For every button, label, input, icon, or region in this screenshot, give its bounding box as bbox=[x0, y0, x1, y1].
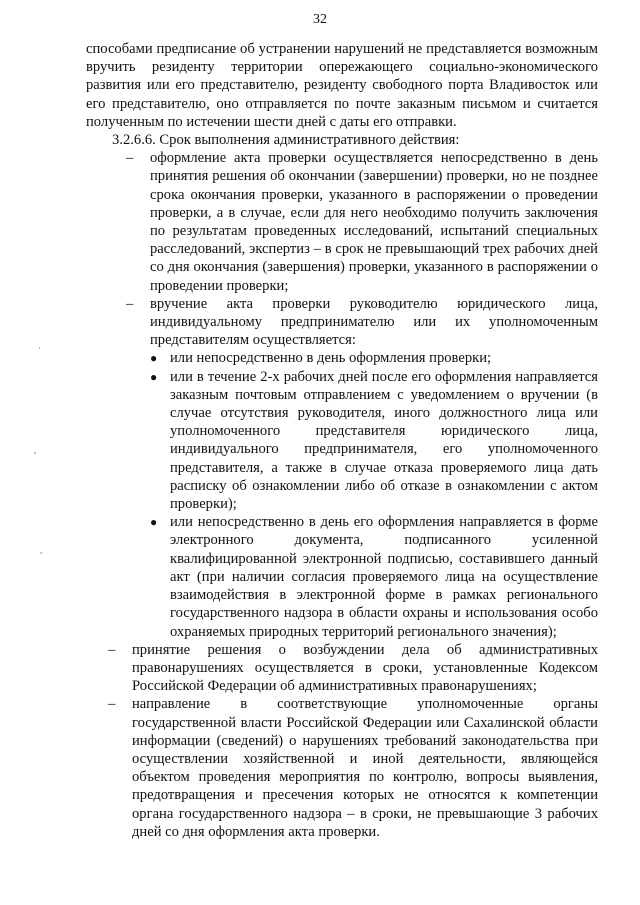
list-item-act-delivery bbox=[86, 295, 598, 350]
list-item-case-initiation bbox=[86, 641, 598, 696]
dash-marker: – bbox=[126, 295, 134, 312]
dash-marker: – bbox=[108, 641, 116, 658]
scan-mark: , bbox=[34, 445, 37, 455]
sub-list-item-electronic bbox=[86, 513, 598, 640]
scan-mark: · bbox=[38, 343, 41, 353]
list-item-text: оформление акта проверки осуществляется непосредственно в день принятия решения об окончании (завершении) проверки, но не позднее срока окончания проверки, указанного в распоряжении о проведении проверки, а в случае, если для него необходимо получить заключения по результатам проведенных исследований, испытаний специальных расследований, экспертиз – в срок не превышающий трех рабочих дней со дня окончания (завершения) проверки, указанного в распоряжении о проведении проверки; bbox=[150, 150, 598, 294]
sub-list-item-same-day bbox=[86, 349, 598, 367]
sub-list-item-registered-mail bbox=[86, 368, 598, 514]
intro-paragraph: способами предписание об устранении нарушений не представляется возможным вручить резиденту территории опережающего социально-экономического развития или его представителю, резиденту свободного порта Владивосток или его представителю, оно отправляется по почте заказным письмом и считается полученным по истечении шести дней с даты его отправки. bbox=[86, 41, 598, 130]
dash-marker: – bbox=[126, 150, 134, 167]
list-item-text: принятие решения о возбуждении дела об административных правонарушениях осуществляется в сроки, установленные Кодексом Российской Федерации об административных правонарушениях; bbox=[132, 641, 598, 695]
list-item-information-transfer bbox=[86, 695, 598, 841]
list-item-text: вручение акта проверки руководителю юридического лица, индивидуальному предпринимателю или их уполномоченным представителям осуществляется: bbox=[150, 295, 598, 349]
scan-mark: , bbox=[40, 545, 43, 555]
list-item-act-drafting bbox=[86, 149, 598, 295]
dash-marker: – bbox=[108, 696, 116, 713]
bullet-marker: ● bbox=[150, 515, 158, 530]
page-number: 32 bbox=[313, 12, 327, 27]
sub-list-item-text: или непосредственно в день оформления проверки; bbox=[170, 350, 492, 367]
bullet-marker: ● bbox=[150, 369, 158, 384]
list-item-text: направление в соответствующие уполномоченные органы государственной власти Российской Федерации или Сахалинской области информации (сведений) о нарушениях требований законодательства при осуществлении хозяйственной и иной деятельности, являющейся объектом проведения мероприятия по контролю, вопросы выявления, предотвращения и пресечения которых не относятся к компетенции органа государственного надзора – в сроки, не превышающие 3 рабочих дней со дня оформления акта проверки. bbox=[132, 696, 598, 840]
document-body bbox=[86, 40, 598, 841]
bullet-marker: ● bbox=[150, 351, 158, 366]
section-heading: 3.2.6.6. Срок выполнения административного действия: bbox=[112, 132, 460, 149]
sub-list-item-text: или непосредственно в день его оформления направляется в форме электронного документа, подписанного усиленной квалифицированной электронной подписью, составившего данный акт (при наличии согласия проверяемого лица на осуществление взаимодействия в электронной форме в рамках регионального государственного надзора в области охраны и использования особо охраняемых природных территорий регионального значения); bbox=[170, 514, 598, 640]
sub-list-item-text: или в течение 2-х рабочих дней после его оформления направляется заказным почтовым отправлением с уведомлением о вручении (в случае отсутствия руководителя, иного должностного лица или уполномоченного представителя юридического лица, индивидуального предпринимателя, его уполномоченного представителя, а также в случае отказа проверяемого лица дать расписку об ознакомлении либо об отказе в ознакомлении с актом проверки); bbox=[170, 368, 598, 513]
